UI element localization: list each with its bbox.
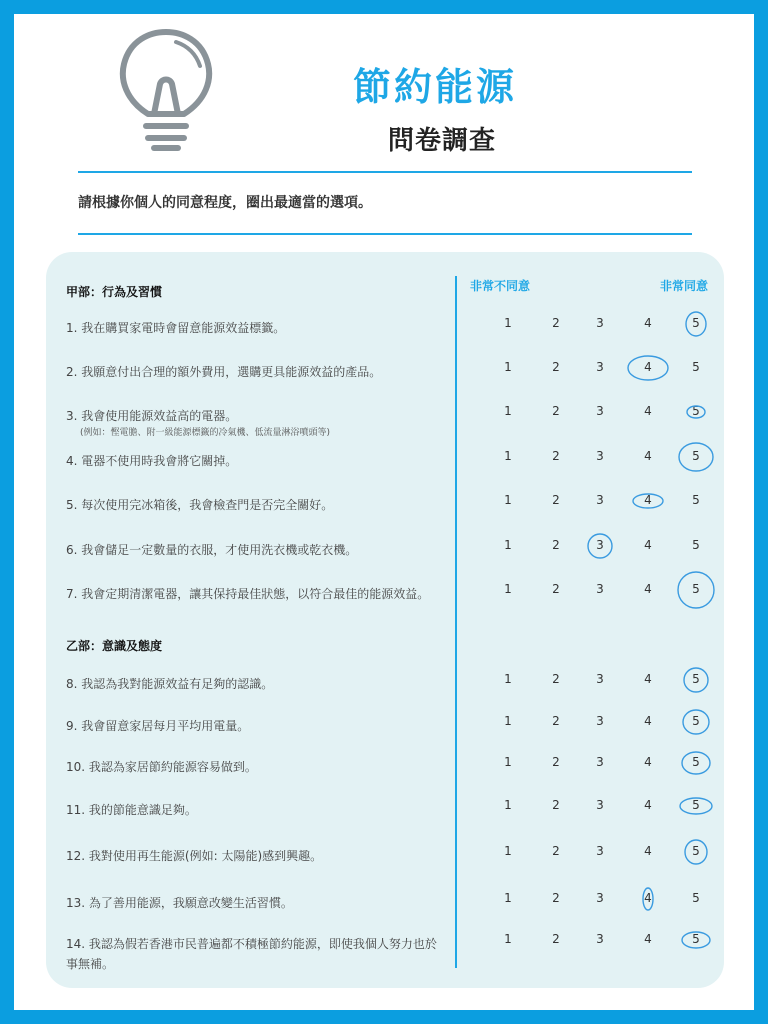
question-label: 1. 我在購買家電時會留意能源效益標籤。 xyxy=(66,321,286,335)
rating-option-5[interactable]: 5 xyxy=(692,891,700,905)
rating-option-3[interactable]: 3 xyxy=(596,672,604,686)
question-label: 13. 為了善用能源，我願意改變生活習慣。 xyxy=(66,896,293,910)
rating-option-2[interactable]: 2 xyxy=(552,404,560,418)
rating-option-1[interactable]: 1 xyxy=(504,360,512,374)
lightbulb-icon xyxy=(118,28,214,158)
question-text xyxy=(66,495,446,515)
rating-option-2[interactable]: 2 xyxy=(552,360,560,374)
rating-option-1[interactable]: 1 xyxy=(504,891,512,905)
question-text xyxy=(66,318,446,338)
question-label: 14. 我認為假若香港市民普遍都不積極節約能源，即使我個人努力也於事無補。 xyxy=(66,937,437,971)
rating-option-4[interactable]: 4 xyxy=(644,538,652,552)
rating-option-3[interactable]: 3 xyxy=(596,449,604,463)
rating-option-5[interactable]: 5 xyxy=(692,672,700,686)
question-text xyxy=(66,893,446,913)
question-text xyxy=(66,846,446,866)
rating-option-5[interactable]: 5 xyxy=(692,538,700,552)
question-text xyxy=(66,406,446,440)
rating-option-3[interactable]: 3 xyxy=(596,932,604,946)
question-text xyxy=(66,674,446,694)
rating-option-5[interactable]: 5 xyxy=(692,844,700,858)
rating-option-1[interactable]: 1 xyxy=(504,844,512,858)
rating-option-3[interactable]: 3 xyxy=(596,316,604,330)
rating-option-2[interactable]: 2 xyxy=(552,844,560,858)
rating-option-5[interactable]: 5 xyxy=(692,932,700,946)
rating-option-4[interactable]: 4 xyxy=(644,672,652,686)
rating-option-2[interactable]: 2 xyxy=(552,798,560,812)
rating-option-2[interactable]: 2 xyxy=(552,316,560,330)
rating-option-3[interactable]: 3 xyxy=(596,891,604,905)
rating-option-1[interactable]: 1 xyxy=(504,538,512,552)
question-label: 12. 我對使用再生能源(例如: 太陽能)感到興趣。 xyxy=(66,849,323,863)
rating-option-2[interactable]: 2 xyxy=(552,755,560,769)
rating-option-1[interactable]: 1 xyxy=(504,404,512,418)
rating-option-4[interactable]: 4 xyxy=(644,404,652,418)
rating-option-4[interactable]: 4 xyxy=(644,844,652,858)
rating-option-4[interactable]: 4 xyxy=(644,755,652,769)
rating-option-5[interactable]: 5 xyxy=(692,316,700,330)
rating-option-1[interactable]: 1 xyxy=(504,714,512,728)
question-text xyxy=(66,800,446,820)
page-title: 節約能源 xyxy=(352,65,517,109)
question-label: 10. 我認為家居節約能源容易做到。 xyxy=(66,760,257,774)
rating-option-4[interactable]: 4 xyxy=(644,798,652,812)
rating-option-1[interactable]: 1 xyxy=(504,798,512,812)
rating-option-3[interactable]: 3 xyxy=(596,844,604,858)
rating-option-4[interactable]: 4 xyxy=(644,316,652,330)
question-label: 5. 每次使用完冰箱後，我會檢查門是否完全關好。 xyxy=(66,498,334,512)
rating-option-1[interactable]: 1 xyxy=(504,755,512,769)
rating-option-3[interactable]: 3 xyxy=(596,538,604,552)
question-label: 7. 我會定期清潔電器，讓其保持最佳狀態，以符合最佳的能源效益。 xyxy=(66,587,430,601)
page-subtitle: 問卷調查 xyxy=(387,126,496,156)
rating-option-5[interactable]: 5 xyxy=(692,582,700,596)
rating-option-2[interactable]: 2 xyxy=(552,672,560,686)
question-text xyxy=(66,540,446,560)
rating-option-3[interactable]: 3 xyxy=(596,493,604,507)
question-note: (例如：慳電膽、附一級能源標籤的冷氣機、低流量淋浴噴頭等) xyxy=(80,428,331,438)
scale-label-disagree: 非常不同意 xyxy=(470,279,531,293)
rating-option-3[interactable]: 3 xyxy=(596,714,604,728)
question-text xyxy=(66,451,446,471)
question-label: 3. 我會使用能源效益高的電器。 xyxy=(66,409,238,423)
rating-option-2[interactable]: 2 xyxy=(552,891,560,905)
rating-option-4[interactable]: 4 xyxy=(644,360,652,374)
rating-option-5[interactable]: 5 xyxy=(692,493,700,507)
rating-option-2[interactable]: 2 xyxy=(552,538,560,552)
question-text xyxy=(66,362,446,382)
rating-option-1[interactable]: 1 xyxy=(504,449,512,463)
question-text xyxy=(66,584,446,604)
rating-option-2[interactable]: 2 xyxy=(552,449,560,463)
question-label: 11. 我的節能意識足夠。 xyxy=(66,803,197,817)
rating-option-3[interactable]: 3 xyxy=(596,582,604,596)
section-title: 甲部：行為及習慣 xyxy=(66,285,163,299)
rating-option-1[interactable]: 1 xyxy=(504,316,512,330)
divider-bottom xyxy=(78,233,692,235)
section-title: 乙部：意識及態度 xyxy=(66,639,163,653)
rating-option-5[interactable]: 5 xyxy=(692,714,700,728)
rating-option-5[interactable]: 5 xyxy=(692,449,700,463)
rating-option-3[interactable]: 3 xyxy=(596,404,604,418)
rating-option-2[interactable]: 2 xyxy=(552,714,560,728)
rating-option-5[interactable]: 5 xyxy=(692,755,700,769)
question-text xyxy=(66,757,446,777)
rating-option-3[interactable]: 3 xyxy=(596,360,604,374)
scale-divider xyxy=(455,276,457,968)
question-text xyxy=(66,716,446,736)
divider-top xyxy=(78,171,692,173)
instruction-text: 請根據你個人的同意程度，圈出最適當的選項。 xyxy=(78,195,372,211)
rating-option-1[interactable]: 1 xyxy=(504,582,512,596)
rating-option-5[interactable]: 5 xyxy=(692,360,700,374)
rating-option-1[interactable]: 1 xyxy=(504,493,512,507)
rating-option-4[interactable]: 4 xyxy=(644,714,652,728)
rating-option-5[interactable]: 5 xyxy=(692,404,700,418)
rating-option-4[interactable]: 4 xyxy=(644,582,652,596)
rating-option-1[interactable]: 1 xyxy=(504,932,512,946)
question-label: 9. 我會留意家居每月平均用電量。 xyxy=(66,719,250,733)
rating-option-2[interactable]: 2 xyxy=(552,493,560,507)
question-label: 8. 我認為我對能源效益有足夠的認識。 xyxy=(66,677,274,691)
question-text xyxy=(66,934,446,974)
scale-label-agree: 非常同意 xyxy=(660,279,709,293)
rating-option-4[interactable]: 4 xyxy=(644,449,652,463)
rating-option-3[interactable]: 3 xyxy=(596,755,604,769)
question-label: 4. 電器不使用時我會將它關掉。 xyxy=(66,454,238,468)
rating-option-4[interactable]: 4 xyxy=(644,493,652,507)
question-label: 2. 我願意付出合理的額外費用，選購更具能源效益的產品。 xyxy=(66,365,382,379)
rating-option-2[interactable]: 2 xyxy=(552,582,560,596)
rating-option-4[interactable]: 4 xyxy=(644,932,652,946)
rating-option-5[interactable]: 5 xyxy=(692,798,700,812)
question-label: 6. 我會儲足一定數量的衣服，才使用洗衣機或乾衣機。 xyxy=(66,543,358,557)
rating-option-2[interactable]: 2 xyxy=(552,932,560,946)
rating-option-3[interactable]: 3 xyxy=(596,798,604,812)
rating-option-1[interactable]: 1 xyxy=(504,672,512,686)
rating-option-4[interactable]: 4 xyxy=(644,891,652,905)
